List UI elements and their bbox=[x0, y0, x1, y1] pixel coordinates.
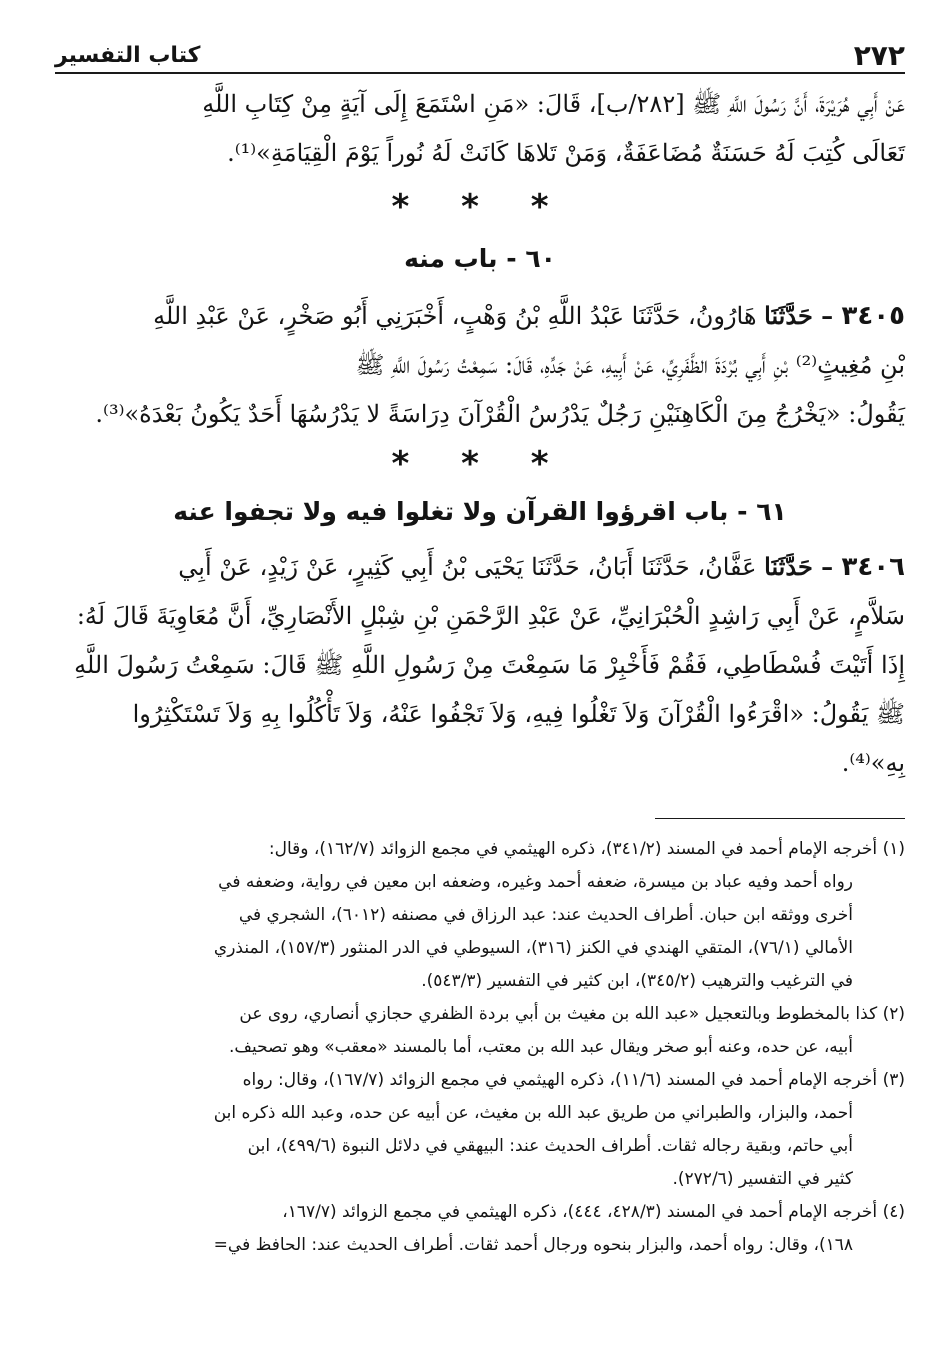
footnote-1 bbox=[55, 833, 905, 998]
chapter-61-title: ٦١ - باب اقرؤوا القرآن ولا تغلوا فيه ولا تجفوا عنه bbox=[173, 497, 787, 526]
hadith-dash: – bbox=[812, 552, 842, 581]
hadith-text: عَفَّانُ، حَدَّثَنَا أَبَانُ، حَدَّثَنَا يَحْيَى بْنُ أَبِي كَثِيرٍ، عَنْ زَيْدٍ، عَنْ أَبِي bbox=[178, 553, 765, 581]
hadith-line: ﷺ يَقُولُ: «اقْرَءُوا الْقُرْآنَ وَلاَ تَغْلُوا فِيهِ، وَلاَ تَجْفُوا عَنْهُ، وَلاَ تَأْكُلُوا بِهِ وَلاَ تَسْتَكْثِرُوا bbox=[132, 700, 905, 728]
footnote-line bbox=[55, 1064, 905, 1097]
hadith-chain-start: حَدَّثَنَا bbox=[764, 552, 813, 581]
footnote-line: كثير في التفسير (٢٧٢/٦). bbox=[672, 1169, 853, 1189]
footnote-line: في الترغيب والترهيب (٣٤٥/٢)، ابن كثير في التفسير (٥٤٣/٣). bbox=[421, 971, 853, 991]
hadith-line bbox=[55, 542, 905, 592]
chapter-60-title: ٦٠ - باب منه bbox=[404, 244, 556, 273]
book-title: كتاب التفسير bbox=[55, 43, 201, 68]
footnote-line: رواه أحمد وفيه عباد بن ميسرة، ضعفه أحمد وغيره، وضعفه ابن معين في رواية، وضعفه في bbox=[218, 872, 853, 892]
footnote-marker: (٤) bbox=[882, 1202, 905, 1222]
hadith-line bbox=[55, 291, 905, 341]
footnote-line: الأمالي (٧٦/١)، المتقي الهندي في الكنز (٣١٦)، السيوطي في الدر المنثور (١٥٧/٣)، المنذري bbox=[213, 938, 853, 958]
footnote-3 bbox=[55, 1064, 905, 1196]
hadith-line: بِهِ»⁽⁴⁾. bbox=[841, 749, 905, 777]
hadith-dash: – bbox=[812, 301, 842, 330]
footnotes bbox=[55, 833, 905, 1262]
section-separator: * * * bbox=[391, 444, 569, 484]
book-page bbox=[55, 28, 905, 1338]
footnote-line: أبي حاتم، وبقية رجاله ثقات. أطراف الحديث عند: البيهقي في دلائل النبوة (٤٩٩/٦)، ابن bbox=[247, 1136, 853, 1156]
footnote-divider bbox=[655, 818, 905, 819]
footnote-line: أبيه، عن حده، وعنه أبو صخر ويقال عبد الله بن معتب، أما بالمسند «معقب» وهو تصحيف. bbox=[228, 1037, 853, 1057]
hadith-line: إِذَا أَتَيْتَ فُسْطَاطِي، فَقُمْ فَأَخْبِرْ مَا سَمِعْتَ مِنْ رَسُولِ اللَّهِ ﷺ قَالَ: سَمِعْتُ رَسُولَ اللَّهِ bbox=[74, 651, 905, 679]
footnote-line: أخرى ووثقه ابن حبان. أطراف الحديث عند: عبد الرزاق في مصنفه (٦٠١٢)، الشجري في bbox=[238, 905, 853, 925]
page-header bbox=[55, 28, 905, 74]
hadith-chain-start: حَدَّثَنَا bbox=[764, 301, 813, 330]
hadith-line: تَعَالَى كُتِبَ لَهُ حَسَنَةٌ مُضَاعَفَةٌ، وَمَنْ تَلاهَا كَانَتْ لَهُ نُوراً يَوْمَ الْقِيَامَةِ»⁽¹⁾. bbox=[227, 139, 905, 167]
page-number: ٢٧٢ bbox=[853, 39, 905, 72]
footnote-marker: (٣) bbox=[882, 1070, 905, 1090]
footnote-marker: (٢) bbox=[882, 1004, 905, 1024]
hadith-3406 bbox=[55, 542, 905, 788]
footnote-line bbox=[55, 1196, 905, 1229]
hadith-3405 bbox=[55, 291, 905, 439]
footnote-text: أخرجه الإمام أحمد في المسند (٣٤١/٢)، ذكره الهيثمي في مجمع الزوائد (١٦٢/٧)، وقال: bbox=[268, 839, 878, 859]
section-separator: * * * bbox=[391, 187, 569, 227]
hadith-number: ٣٤٠٦ bbox=[841, 552, 905, 582]
footnote-2 bbox=[55, 998, 905, 1064]
footnote-line: أحمد، والبزار، والطبراني من طريق عبد الله بن مغيث، عن أبيه عن حده، وعبد الله ذكره ابن bbox=[213, 1103, 853, 1123]
hadith-line: عَنْ أَبِي هُرَيْرَةَ، أَنَّ رَسُولَ اللَّهِ ﷺ [٢٨٢/ب]، قَالَ: «مَنِ اسْتَمَعَ إِلَى آيَةٍ مِنْ كِتَابِ اللَّهِ bbox=[202, 90, 905, 118]
footnote-4 bbox=[55, 1196, 905, 1262]
footnote-line bbox=[55, 998, 905, 1031]
footnote-marker: (١) bbox=[882, 839, 905, 859]
hadith-line: سَلاَّمٍ، عَنْ أَبِي رَاشِدٍ الْحُبْرَانِيِّ، عَنْ عَبْدِ الرَّحْمَنِ بْنِ شِبْلٍ الأَنْصَارِيِّ، أَنَّ مُعَاوِيَةَ قَالَ لَهُ: bbox=[76, 602, 905, 630]
hadith-line: يَقُولُ: «يَخْرُجُ مِنَ الْكَاهِنَيْنِ رَجُلٌ يَدْرُسُ الْقُرْآنَ دِرَاسَةً لا يَدْرُسُهَا أَحَدٌ يَكُونُ بَعْدَهُ»⁽³⁾. bbox=[95, 400, 905, 428]
footnote-text: كذا بالمخطوط وبالتعجيل «عبد الله بن مغيث بن أبي بردة الظفري حجازي أنصاري، روى عن bbox=[239, 1004, 878, 1024]
hadith-text: هَارُونُ، حَدَّثَنَا عَبْدُ اللَّهِ بْنُ وَهْبٍ، أَخْبَرَنِي أَبُو صَخْرٍ، عَنْ عَبْدِ اللَّهِ bbox=[153, 302, 765, 330]
footnote-text: أخرجه الإمام أحمد في المسند (١١/٦)، ذكره الهيثمي في مجمع الزوائد (١٦٧/٧)، وقال: رواه bbox=[242, 1070, 878, 1090]
hadith-3404-continuation bbox=[55, 80, 905, 178]
footnote-text: أخرجه الإمام أحمد في المسند (٤٢٨/٣، ٤٤٤)، ذكره الهيثمي في مجمع الزوائد (١٦٧/٧، bbox=[282, 1202, 878, 1222]
hadith-line: بْنِ مُغِيثٍ⁽²⁾ بْنِ أَبِي بُرْدَةَ الظَّفَرِيِّ، عَنْ أَبِيهِ، عَنْ جَدِّهِ، قَالَ: سَمِعْتُ رَسُولَ اللَّهِ ﷺ bbox=[355, 351, 905, 379]
footnote-line bbox=[55, 833, 905, 866]
footnote-line: ١٦٨)، وقال: رواه أحمد، والبزار بنحوه ورجال أحمد ثقات. أطراف الحديث عند: الحافظ في= bbox=[213, 1235, 853, 1255]
hadith-number: ٣٤٠٥ bbox=[841, 301, 905, 331]
